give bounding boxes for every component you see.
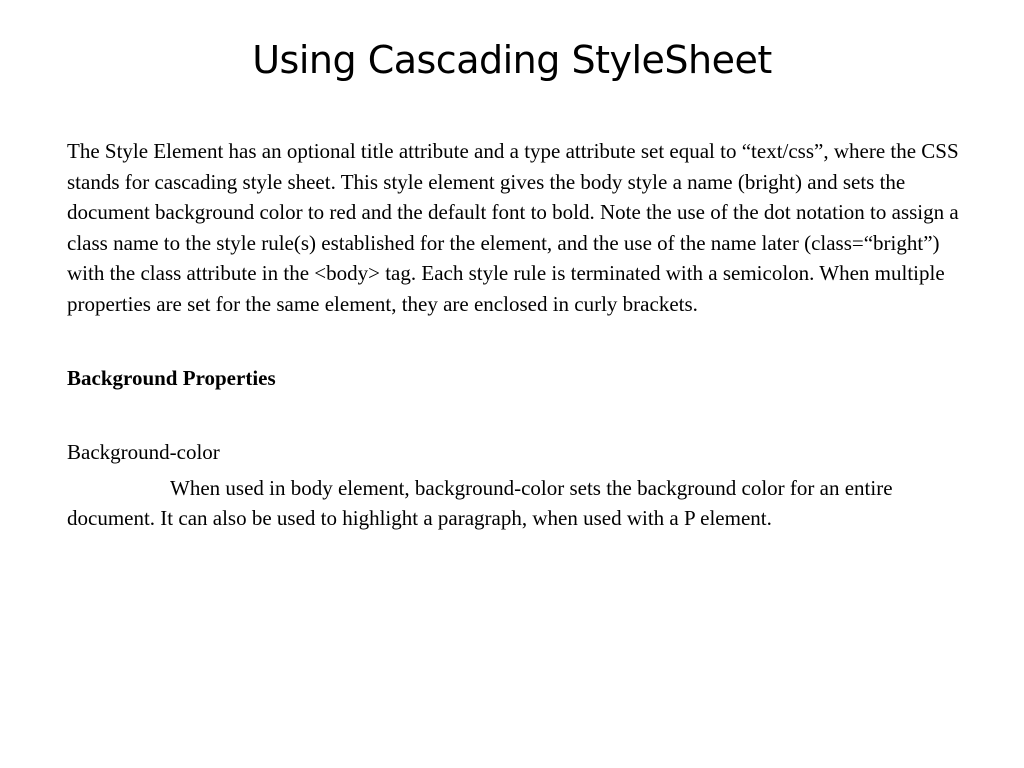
section-heading: Background Properties [67, 365, 276, 390]
slide-title: Using Cascading StyleSheet [252, 38, 772, 82]
intro-paragraph: The Style Element has an optional title attribute and a type attribute set equal to “text/css”, where the CSS stands for cascading style sheet. This style element gives the body style a name (bright) and sets the document background color to red and the default font to bold. Note the use of the dot notation to assign a class name to the style rule(s) established for the element, and the use of the name later (class=“bright”) with the class attribute in the <body> tag. Each style rule is terminated with a semicolon. When multiple properties are set for the same element, they are enclosed in curly brackets. [67, 139, 959, 316]
slide-body [67, 136, 967, 534]
property-description: When used in body element, background-color sets the background color for an entire document. It can also be used to highlight a paragraph, when used with a P element. [67, 475, 893, 531]
property-name: Background-color [67, 440, 220, 465]
